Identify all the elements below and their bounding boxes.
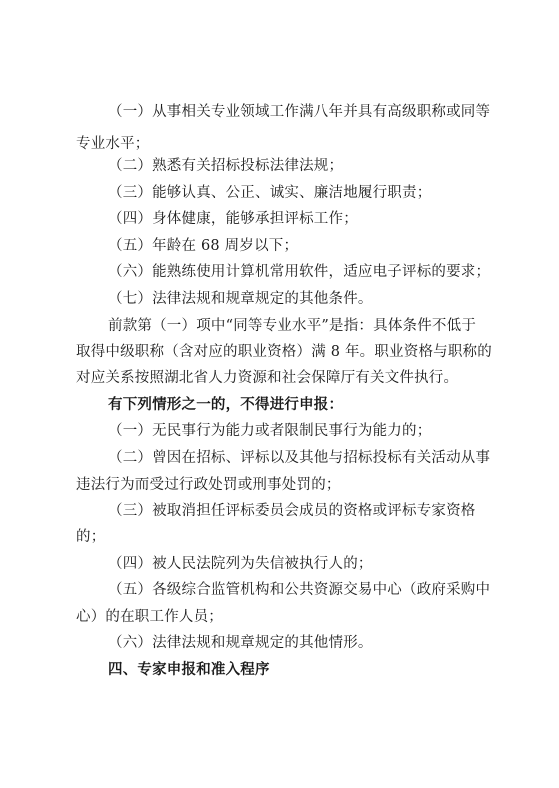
qualification-item-1-line-1: （一）从事相关专业领域工作满八年并具有高级职称或同等 xyxy=(108,104,491,120)
exclusion-item-1: （一）无民事行为能力或者限制民事行为能力的； xyxy=(108,423,432,439)
exclusion-item-6: （六）法律法规和规章规定的其他情形。 xyxy=(108,635,373,651)
note-line-1: 前款第（一）项中“同等专业水平”是指：具体条件不低于 xyxy=(108,318,477,334)
qualification-item-1-line-2: 专业水平； xyxy=(76,136,150,152)
section-4-heading: 四、专家申报和准入程序 xyxy=(108,662,270,678)
qualification-item-7: （七）法律法规和规章规定的其他条件。 xyxy=(108,291,373,307)
exclusion-item-4: （四）被人民法院列为失信被执行人的； xyxy=(108,556,373,572)
exclusion-item-5-line-2: 心）的在职工作人员； xyxy=(76,609,223,625)
note-line-2: 取得中级职称（含对应的职业资格）满 8 年。职业资格与职称的 xyxy=(76,344,492,360)
qualification-item-6: （六）能熟练使用计算机常用软件，适应电子评标的要求； xyxy=(108,264,491,280)
exclusion-item-5-line-1: （五）各级综合监管机构和公共资源交易中心（政府采购中 xyxy=(108,582,491,598)
note-line-3: 对应关系按照湖北省人力资源和社会保障厅有关文件执行。 xyxy=(76,370,459,386)
exclusion-item-3-line-2: 的； xyxy=(76,529,106,545)
exclusion-item-3-line-1: （三）被取消担任评标委员会成员的资格或评标专家资格 xyxy=(108,503,476,519)
exclusions-heading: 有下列情形之一的，不得进行申报： xyxy=(108,397,344,413)
qualification-item-4: （四）身体健康，能够承担评标工作； xyxy=(108,211,358,227)
qualification-item-3: （三）能够认真、公正、诚实、廉洁地履行职责； xyxy=(108,185,432,201)
exclusion-item-2-line-1: （二）曾因在招标、评标以及其他与招标投标有关活动从事 xyxy=(108,450,491,466)
exclusion-item-2-line-2: 违法行为而受过行政处罚或刑事处罚的； xyxy=(76,477,341,493)
qualification-item-2: （二）熟悉有关招标投标法律法规； xyxy=(108,158,344,174)
qualification-item-5: （五）年龄在 68 周岁以下； xyxy=(108,238,299,254)
